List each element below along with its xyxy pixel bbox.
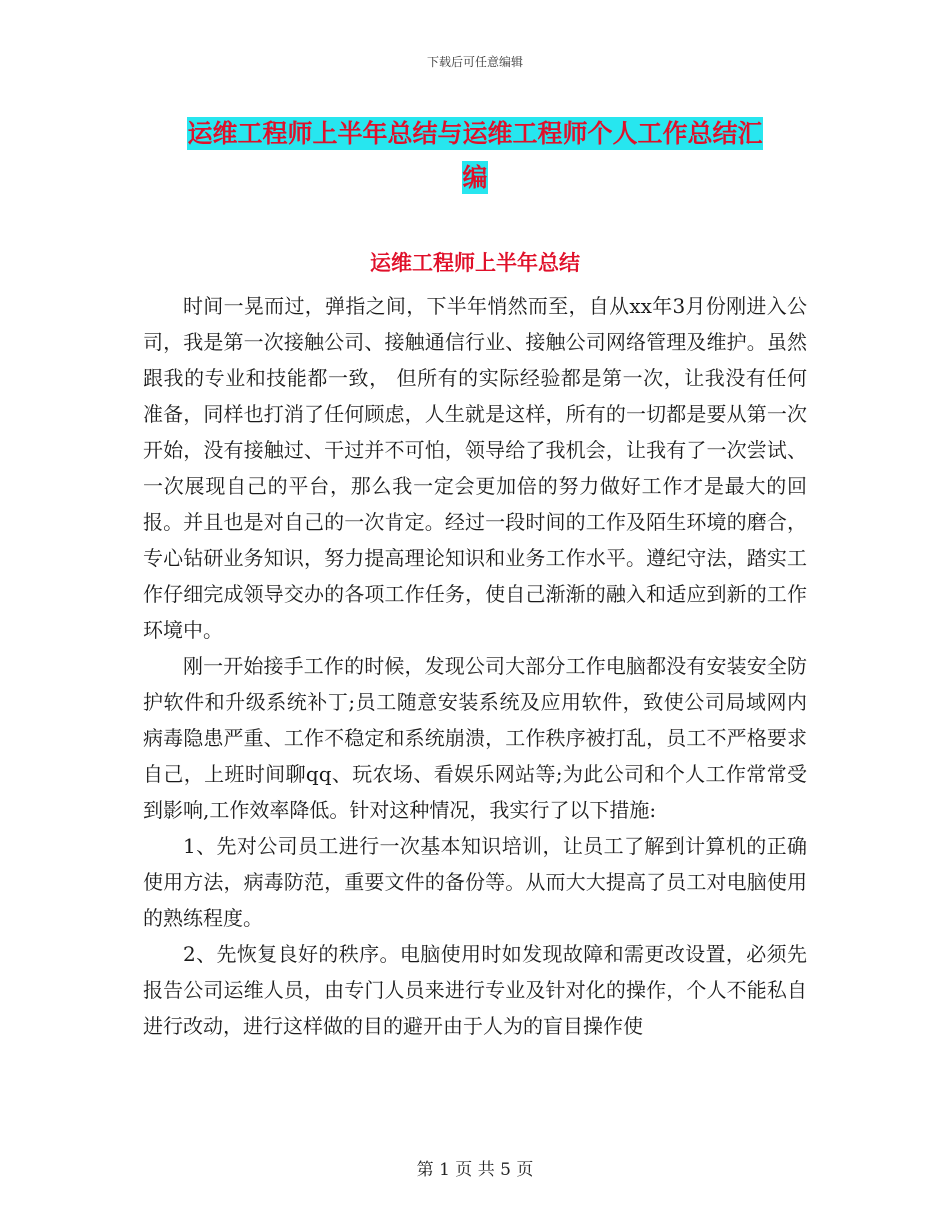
document-body bbox=[143, 288, 807, 1044]
document-title-line-2: 编 bbox=[462, 163, 488, 192]
document-title bbox=[140, 112, 810, 200]
paragraph: 2、先恢复良好的秩序。电脑使用时如发现故障和需更改设置，必须先报告公司运维人员，由专门人员来进行专业及针对化的操作，个人不能私自进行改动，进行这样做的目的避开由于人为的盲目操作使 bbox=[143, 942, 807, 1038]
paragraph: 时间一晃而过，弹指之间，下半年悄然而至，自从xx年3月份刚进入公司，我是第一次接触公司、接触通信行业、接触公司网络管理及维护。虽然跟我的专业和技能都一致， 但所有的实际经验都是第一次，让我没有任何准备，同样也打消了任何顾虑，人生就是这样，所有的一切都是要从第一次开始，没有接触过、干过并不可怕，领导给了我机会，让我有了一次尝试、一次展现自己的平台，那么我一定会更加倍的努力做好工作才是最大的回报。并且也是对自己的一次肯定。经过一段时间的工作及陌生环境的磨合，专心钻研业务知识，努力提高理论知识和业务工作水平。遵纪守法，踏实工作仔细完成领导交办的各项工作任务，使自己渐渐的融入和适应到新的工作环境中。 bbox=[143, 294, 807, 642]
section-title: 运维工程师上半年总结 bbox=[370, 251, 580, 275]
paragraph: 1、先对公司员工进行一次基本知识培训，让员工了解到计算机的正确使用方法，病毒防范，重要文件的备份等。从而大大提高了员工对电脑使用的熟练程度。 bbox=[143, 834, 807, 930]
document-title-line-1: 运维工程师上半年总结与运维工程师个人工作总结汇 bbox=[187, 119, 763, 148]
header-note: 下载后可任意编辑 bbox=[426, 55, 523, 69]
paragraph: 刚一开始接手工作的时候，发现公司大部分工作电脑都没有安装安全防护软件和升级系统补丁;员工随意安装系统及应用软件，致使公司局域网内病毒隐患严重、工作不稳定和系统崩溃，工作秩序被打乱，员工不严格要求自己，上班时间聊qq、玩农场、看娱乐网站等;为此公司和个人工作常常受到影响,工作效率降低。针对这种情况，我实行了以下措施: bbox=[143, 654, 807, 822]
page-number: 第 1 页 共 5 页 bbox=[416, 1160, 534, 1180]
